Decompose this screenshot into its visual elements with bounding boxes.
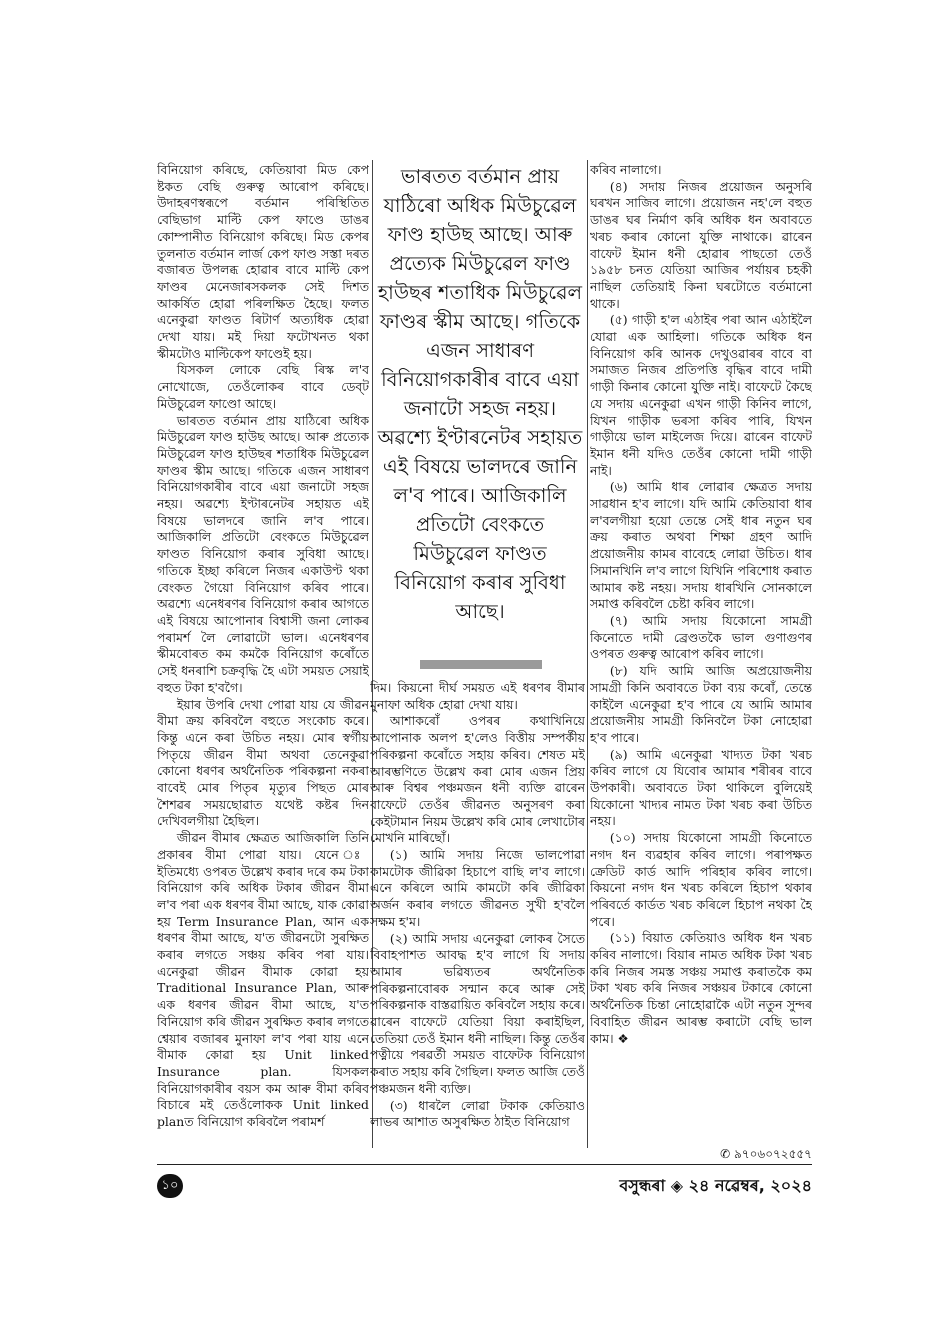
paragraph: আশাকৰোঁ ওপৰৰ কথাখিনিয়ে আপোনাক অলপ হ'লেও বিত্তীয় সম্পৰ্কীয় পৰিকল্পনা কৰোঁতে সহায় কৰিব। শেষত মই আৰম্ভণিতে উল্লেখ কৰা মোৰ এজন প্ৰিয় আৰু বিশ্বৰ পঞ্চমজন ধনী ব্যক্তি ৱাৰেন বাফেটে তেওঁৰ জীৱনত অনুসৰণ কৰা কেইটামান নিয়ম উল্লেখ কৰি মোৰ লেখাটোৰ মোখনি মাৰিছোঁ। [370, 713, 585, 846]
paragraph: (১) আমি সদায় নিজে ভালপোৱা কামটোক জীৱিকা হিচাপে বাছি ল'ব লাগে। এনে কৰিলে আমি কামটো কৰি জীৱিকা অৰ্জন কৰাৰ লগতে জীৱনত সুখী হ'বলৈ সক্ষম হ'ম। [370, 847, 585, 929]
paragraph: (৬) আমি ধাৰ লোৱাৰ ক্ষেত্ৰত সদায় সাৱধান হ'ব লাগে। যদি আমি কেতিয়াবা ধাৰ ল'বলগীয়া হয়ো তেন্তে সেই ধাৰ নতুন ঘৰ ক্ৰয় কৰাত অথবা শিক্ষা গ্ৰহণ আদি প্ৰয়োজনীয় কামৰ বাবেহে লোৱা উচিত। ধাৰ সিমানখিনি ল'ব লাগে যিখিনি পৰিশোধ কৰাত আমাৰ কষ্ট নহয়। সদায় ধাৰখিনি সোনকালে সমাপ্ত কৰিবলৈ চেষ্টা কৰিব লাগে। [590, 479, 812, 612]
page-number: ১০ [157, 1174, 183, 1198]
paragraph: দিম। কিয়নো দীৰ্ঘ সময়ত এই ধৰণৰ বীমাৰ মুনাফা অধিক হোৱা দেখা যায়। [370, 680, 585, 712]
paragraph: (১১) বিয়াত কেতিয়াও অধিক ধন খৰচ কৰিব নালাগে। বিয়াৰ নামত অধিক টকা খৰচ কৰি নিজৰ সমস্ত সঞ্চয় সমাপ্ত কৰাতকৈ কম টকা খৰচ কৰি নিজৰ সঞ্চয়ৰ টকাৰে কোনো অৰ্থনৈতিক চিন্তা নোহোৱাকৈ এটা নতুন সুন্দৰ বিবাহিত জীৱন আৰম্ভ কৰাটো বেছি ভাল কাম। ❖ [590, 930, 812, 1046]
magazine-footer: বসুন্ধৰা ◈ ২৪ নৱেম্বৰ, ২০২৪ [619, 1176, 812, 1195]
paragraph: কৰিব নালাগে। [590, 162, 662, 177]
paragraph: ভাৰতত বৰ্তমান প্ৰায় যাঠিৰো অধিক মিউচুৱেল ফাণ্ড হাউছ আছে। আৰু প্ৰত্যেক মিউচুৱেল ফাণ্ড হাউছৰ শতাধিক মিউচুৱেল ফাণ্ডৰ স্কীম আছে। গতিকে এজন সাধাৰণ বিনিয়োগকাৰীৰ বাবে এয়া জনাটো সহজ নহয়। অৱশ্যে ইণ্টাৰনেটৰ সহায়ত এই বিষয়ে ভালদৰে জানি ল'ব পাৰে। আজিকালি প্ৰতিটো বেংকতে মিউচুৱেল ফাণ্ডত বিনিয়োগ কৰাৰ সুবিধা আছে। গতিকে ইচ্ছা কৰিলে নিজৰ একাউণ্ট থকা বেংকত গৈয়ো বিনিয়োগ কৰিব পাৰে। অৱশ্যে এনেধৰণৰ বিনিয়োগ কৰাৰ আগতে এই বিষয়ে আপোনাৰ বিশ্বাসী জনা লোকৰ পৰামৰ্শ লৈ লোৱাটো ভাল। এনেধৰণৰ স্কীমবোৰত কম কমকৈ বিনিয়োগ কৰোঁতে সেই ধনৰাশি চক্ৰবৃদ্ধি হৈ এটা সময়ত সেয়াই বহুত টকা হ'বগৈ। [157, 412, 369, 695]
column-divider [587, 160, 588, 1148]
paragraph: জীৱন বীমাৰ ক্ষেত্ৰত আজিকালি তিনি প্ৰকাৰৰ বীমা পোৱা যায়। যেনে ঃ ইতিমধ্যে ওপৰত উল্লেখ কৰাৰ দৰে কম টকা বিনিয়োগ কৰি অধিক টকাৰ জীৱন বীমা ল'ব পৰা এক ধৰণৰ বীমা আছে, যাক কোৱা হয় Term Insurance Plan, আন এক ধৰণৰ বীমা আছে, য'ত জীৱনটো সুৰক্ষিত কৰাৰ লগতে সঞ্চয় কৰিব পৰা যায়। এনেকুৱা জীৱন বীমাক কোৱা হয় Traditional Insurance Plan, আৰু এক ধৰণৰ জীৱন বীমা আছে, য'ত বিনিয়োগ কৰি জীৱন সুৰক্ষিত কৰাৰ লগতে শ্বেয়াৰ বজাৰৰ মুনাফা ল'ব পৰা যায় এনে বীমাক কোৱা হয় Unit linked Insurance plan. যিসকল বিনিয়োগকাৰীৰ বয়স কম আৰু বীমা কৰিব বিচাৰে মই তেওঁলোকক Unit linked planত বিনিয়োগ কৰিবলৈ পৰামৰ্শ [157, 830, 369, 1130]
article-column-1 [157, 162, 369, 1144]
paragraph: (১০) সদায় যিকোনো সামগ্ৰী কিনোতে নগদ ধন ব্যৱহাৰ কৰিব লাগে। পৰাপক্ষত ক্ৰেডিট কাৰ্ড আদি পৰিহাৰ কৰিব লাগে। কিয়নো নগদ ধন খৰচ কৰিলে হিচাপ থকাৰ পৰিবৰ্তে কাৰ্ডত খৰচ কৰিলে হিচাপ নথকা হৈ পৰে। [590, 830, 812, 929]
paragraph: (৩) ধাৰলৈ লোৱা টকাক কেতিয়াও লাভৰ আশাত অসুৰক্ষিত ঠাইত বিনিয়োগ [370, 1097, 585, 1130]
paragraph: (৫) গাড়ী হ'ল এঠাইৰ পৰা আন এঠাইলৈ যোৱা এক আহিলা। গতিকে অধিক ধন বিনিয়োগ কৰি আনক দেখুওৱাৰৰ বাবে বা সমাজত নিজৰ প্ৰতিপত্তি বৃদ্ধিৰ বাবে দামী গাড়ী কিনাৰ কোনো যুক্তি নাই। বাফেটে কৈছে যে সদায় এনেকুৱা এখন গাড়ী কিনিব লাগে, যিখন গাড়ীক ভৰসা কৰিব পাৰি, যিখন গাড়ীয়ে ভাল মাইলেজ দিয়ে। ৱাৰেন বাফেট ইমান ধনী যদিও তেওঁৰ কোনো দামী গাড়ী নাই। [590, 312, 812, 478]
author-phone: ✆ ৯৭০৬০৭২৫৫৭ [720, 1147, 812, 1161]
paragraph: (৯) আমি এনেকুৱা খাদ্যত টকা খৰচ কৰিব লাগে যে যিবোৰ আমাৰ শৰীৰৰ বাবে উপকাৰী। অবাবতে টকা থাকিলে বুলিয়েই যিকোনো খাদ্যৰ নামত টকা খৰচ কৰা উচিত নহয়। [590, 746, 812, 829]
pull-quote: ভাৰতত বৰ্তমান প্ৰায় যাঠিৰো অধিক মিউচুৱেল ফাণ্ড হাউছ আছে। আৰু প্ৰত্যেক মিউচুৱেল ফাণ্ড হাউছৰ শতাধিক মিউচুৱেল ফাণ্ডৰ স্কীম আছে। গতিকে এজন সাধাৰণ বিনিয়োগকাৰীৰ বাবে এয়া জনাটো সহজ নহয়। অৱশ্যে ইণ্টাৰনেটৰ সহায়ত এই বিষয়ে ভালদৰে জানি ল'ব পাৰে। আজিকালি প্ৰতিটো বেংকতে মিউচুৱেল ফাণ্ডত বিনিয়োগ কৰাৰ সুবিধা আছে। [377, 165, 583, 623]
paragraph: (৭) আমি সদায় যিকোনো সামগ্ৰী কিনোতে দামী ব্ৰেণ্ডতকৈ ভাল গুণাগুণৰ ওপৰত গুৰুত্ব আৰোপ কৰিব লাগে। [590, 612, 812, 662]
paragraph: ইয়াৰ উপৰি দেখা পোৱা যায় যে জীৱন বীমা ক্ৰয় কৰিবলৈ বহুতে সংকোচ কৰে। কিন্তু এনে কৰা উচিত নহয়। মোৰ স্বৰ্গীয় পিতৃয়ে জীৱন বীমা অথবা তেনেকুৱা কোনো ধৰণৰ অৰ্থনৈতিক পৰিকল্পনা নকৰা বাবেই মোৰ পিতৃৰ মৃত্যুৰ পিছত মোৰ শৈশৱৰ সময়ছোৱাত যথেষ্ট কষ্টৰ দিন দেখিবলগীয়া হৈছিল। [157, 696, 369, 829]
footer-rule [157, 1164, 812, 1165]
paragraph: যিসকল লোকে বেছি ৰিস্ক ল'ব নোখোজে, তেওঁলোকৰ বাবে ডেব্ট মিউচুৱেল ফাণ্ডো আছে। [157, 362, 369, 411]
article-column-3 [590, 162, 812, 1144]
paragraph: (৮) যদি আমি আজি অপ্ৰয়োজনীয় সামগ্ৰী কিনি অবাবতে টকা ব্যয় কৰোঁ, তেন্তে কাইলৈ এনেকুৱা হ'ব পাৰে যে আমি আমাৰ প্ৰয়োজনীয় সামগ্ৰী কিনিবলৈ টকা নোহোৱা হ'ব পাৰে। [590, 663, 812, 745]
pull-quote-bar [420, 660, 542, 669]
article-column-2 [370, 680, 585, 1146]
paragraph: (৪) সদায় নিজৰ প্ৰয়োজন অনুসৰি ঘৰখন সাজিব লাগে। প্ৰয়োজন নহ'লে বহুত ডাঙৰ ঘৰ নিৰ্মাণ কৰি অধিক ধন অবাবতে খৰচ কৰাৰ কোনো যুক্তি নাথাকে। ৱাৰেন বাফেট ইমান ধনী হোৱাৰ পাছতো তেওঁ ১৯৫৮ চনত যেতিয়া আজিৰ পৰ্যায়ৰ চহকী নাছিল তেতিয়াই কিনা ঘৰটোতে বৰ্তমানো থাকে। [590, 178, 812, 311]
paragraph: (২) আমি সদায় এনেকুৱা লোকৰ সৈতে বিবাহপাশত আবদ্ধ হ'ব লাগে যি সদায় আমাৰ ভৱিষ্যতৰ অৰ্থনৈতিক পৰিকল্পনাবোৰক সন্মান কৰে আৰু সেই পৰিকল্পনাক বাস্তৱায়িত কৰিবলৈ সহায় কৰে। ৱাৰেন বাফেটে যেতিয়া বিয়া কৰাইছিল, তেতিয়া তেওঁ ইমান ধনী নাছিল। কিন্তু তেওঁৰ পত্নীয়ে পৰৱৰ্তী সময়ত বাফেটক বিনিয়োগ কৰাত সহায় কৰি গৈছিল। ফলত আজি তেওঁ পঞ্চমজন ধনী ব্যক্তি। [370, 930, 585, 1096]
paragraph: বিনিয়োগ কৰিছে, কেতিয়াবা মিড কেপ ষ্টকত বেছি গুৰুত্ব আৰোপ কৰিছে। উদাহৰণস্বৰূপে বৰ্তমান পৰিস্থিতিত বেছিভাগ মাল্টি কেপ ফাণ্ডে ডাঙৰ কোম্পানীত বিনিয়োগ কৰিছে। মিড কেপৰ তুলনাত বৰ্তমান লাৰ্জ কেপ ফাণ্ড সস্তা দৰত বজাৰত উপলব্ধ হোৱাৰ বাবে মাল্টি কেপ ফাণ্ডৰ মেনেজাৰসকলক সেই দিশত আকৰ্ষিত হোৱা পৰিলক্ষিত হৈছে। ফলত এনেকুৱা ফাণ্ডত ৰিটাৰ্ণ অত্যধিক হোৱা দেখা যায়। মই দিয়া ফটোখনত থকা স্কীমটোও মাল্টিকেপ ফাণ্ডেই হয়। [157, 162, 369, 361]
